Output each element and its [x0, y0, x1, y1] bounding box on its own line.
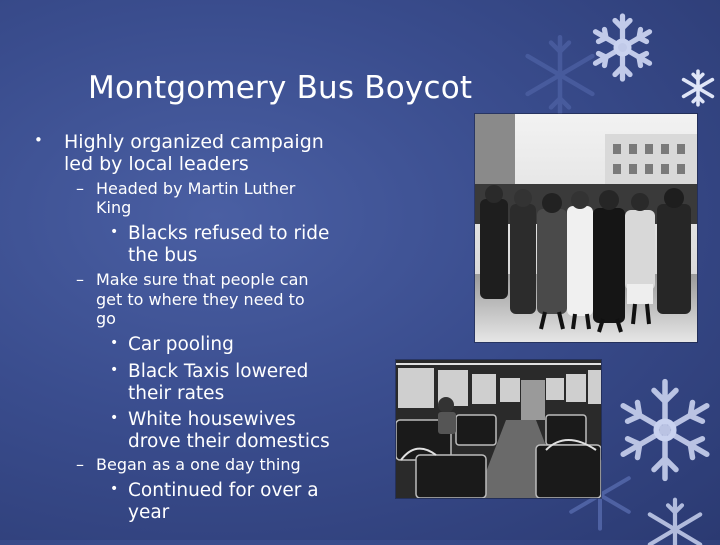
snowflake-icon [515, 30, 605, 120]
bullet-text: go [96, 309, 116, 328]
dash-marker: – [76, 270, 84, 289]
snowflake-icon [640, 495, 710, 545]
bullet-text: White housewives [128, 409, 296, 430]
bullet-text: Continued for over a [128, 480, 319, 501]
bullet-text: led by local leaders [64, 153, 249, 175]
bullet-marker: • [34, 131, 43, 149]
bullet-marker: • [110, 224, 119, 240]
bullet-text: Began as a one day thing [96, 455, 301, 474]
bullet-marker: • [110, 362, 119, 378]
dash-marker: – [76, 179, 84, 198]
bullet-marker: • [110, 410, 119, 426]
bus-interior-photo [396, 360, 601, 498]
march-photo [475, 114, 697, 342]
bullet-text: year [128, 502, 170, 523]
bullet-marker: • [110, 481, 119, 497]
bullet-text: their rates [128, 383, 225, 404]
bullet-text: Car pooling [128, 334, 234, 355]
bullet-text: Blacks refused to ride [128, 223, 330, 244]
bullet-text: drove their domestics [128, 431, 330, 452]
bullet-text: Headed by Martin Luther [96, 179, 296, 198]
bullet-text: get to where they need to [96, 290, 305, 309]
dash-marker: – [76, 455, 84, 474]
bullet-text: Highly organized campaign [64, 131, 324, 153]
bullet-text: Black Taxis lowered [128, 361, 309, 382]
snowflake-icon [678, 68, 718, 108]
bullet-text: the bus [128, 245, 198, 266]
bullet-text: King [96, 198, 132, 217]
slide-title: Montgomery Bus Boycot [88, 70, 473, 106]
bullet-marker: • [110, 335, 119, 351]
bullet-text: Make sure that people can [96, 270, 309, 289]
